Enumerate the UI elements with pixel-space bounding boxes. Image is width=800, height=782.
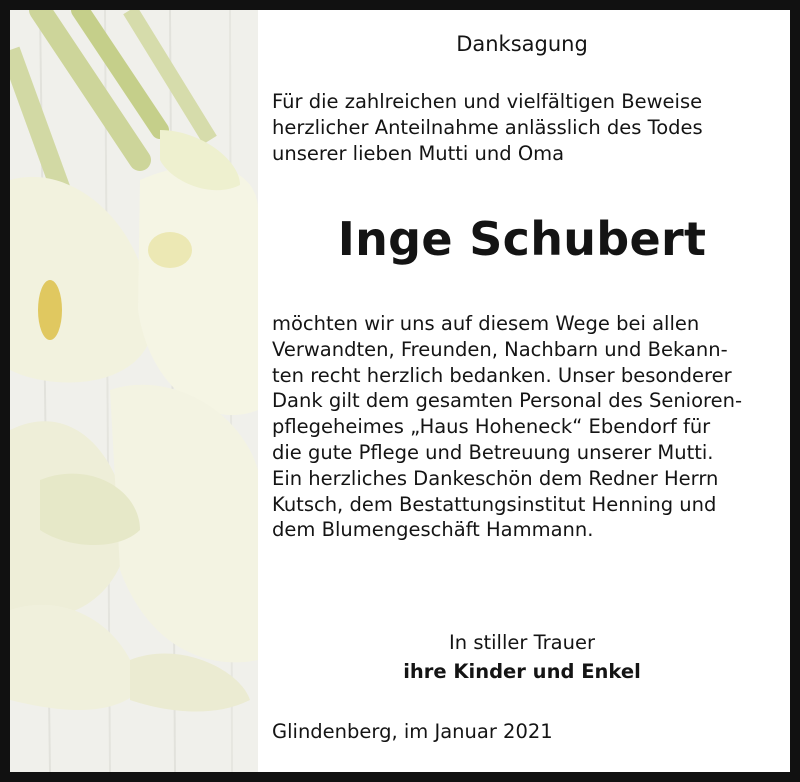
closing-text: In stiller Trauer	[449, 631, 595, 654]
body-text	[272, 311, 772, 543]
intro-line: unserer lieben Mutti und Oma	[272, 141, 565, 165]
body-line: dem Blumengeschäft Hammann.	[272, 518, 594, 542]
body-line: ten recht herzlich bedanken. Unser besonderer	[272, 363, 732, 387]
deceased-name: Inge Schubert	[337, 212, 707, 266]
body-line: Ein herzliches Dankeschön dem Redner Herrn	[272, 466, 719, 490]
intro-line: herzlicher Anteilnahme anlässlich des Todes	[272, 115, 703, 139]
body-line: Verwandten, Freunden, Nachbarn und Bekann-	[272, 337, 728, 361]
body-line: die gute Pflege und Betreuung unserer Mutti.	[272, 440, 714, 464]
intro-text	[272, 89, 772, 166]
place-date: Glindenberg, im Januar 2021	[272, 720, 553, 743]
intro-line: Für die zahlreichen und vielfältigen Beweise	[272, 90, 703, 113]
calla-lilies-photo	[10, 10, 258, 772]
heading: Danksagung	[456, 32, 588, 56]
body-line: Dank gilt dem gesamten Personal des Senioren-	[272, 389, 743, 413]
body-line: pflegeheimes „Haus Hoheneck“ Ebendorf für	[272, 415, 711, 439]
body-line: möchten wir uns auf diesem Wege bei allen	[272, 312, 700, 335]
signature: ihre Kinder und Enkel	[403, 660, 641, 683]
body-line: Kutsch, dem Bestattungsinstitut Henning und	[272, 492, 717, 516]
